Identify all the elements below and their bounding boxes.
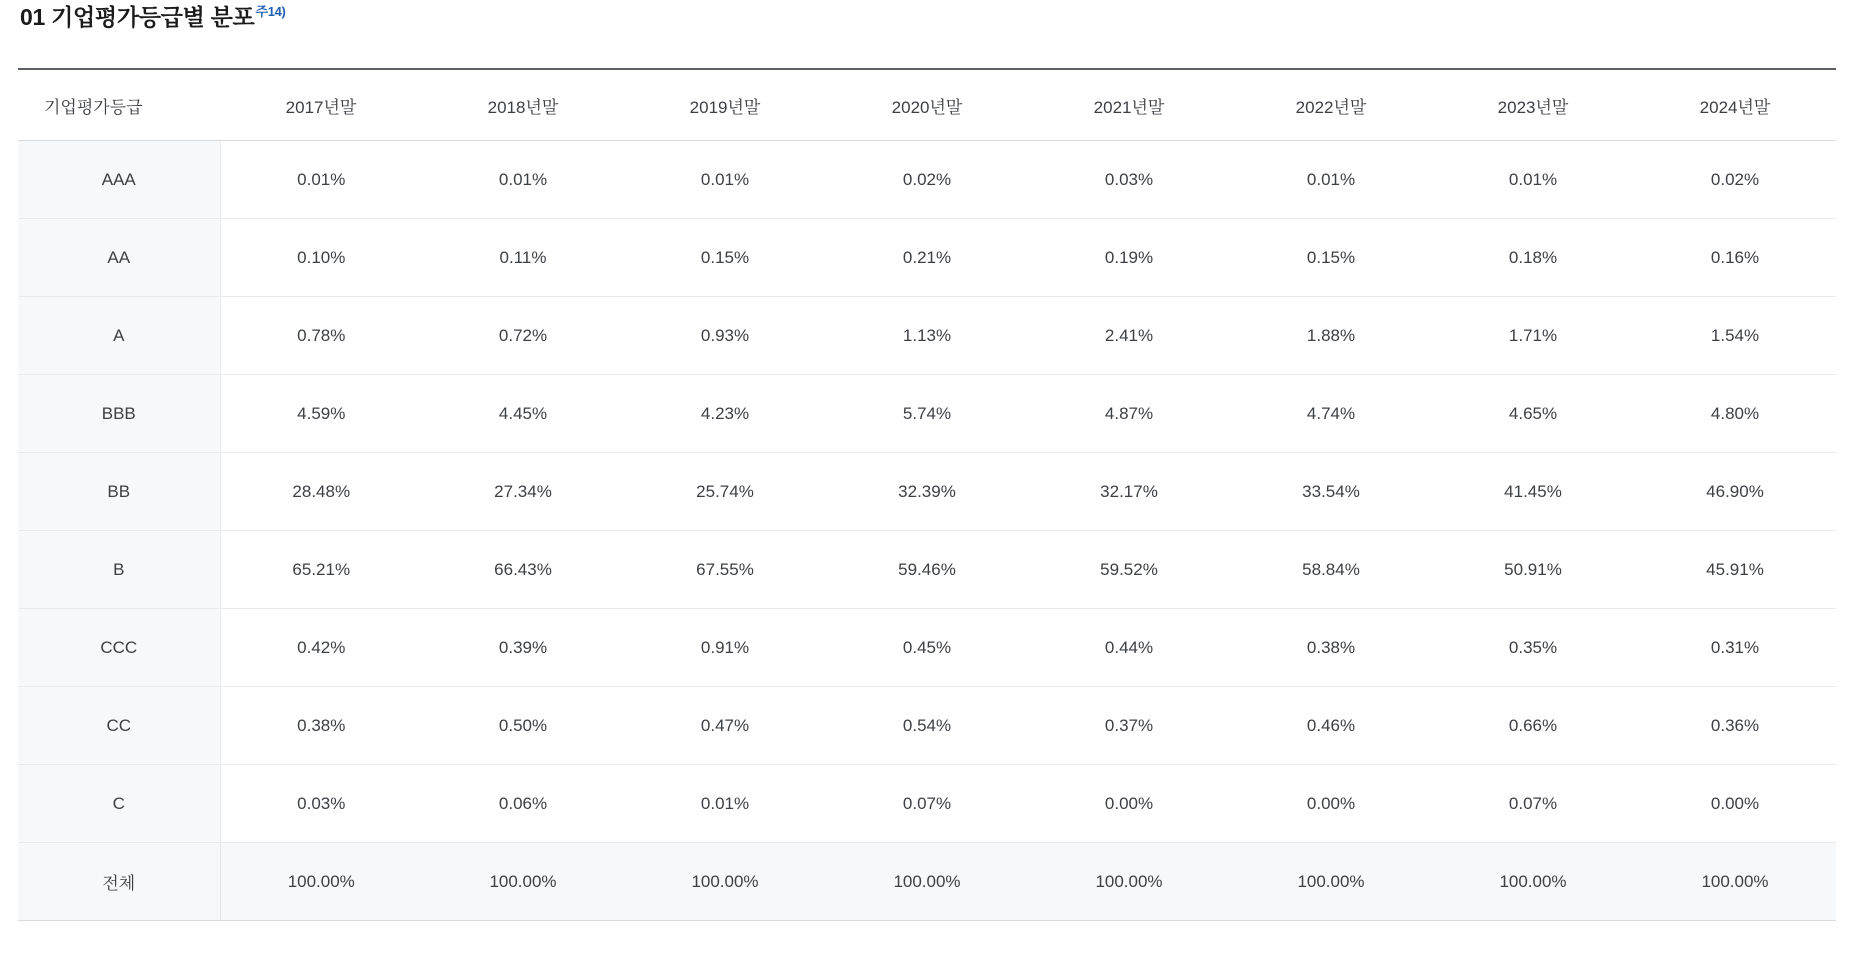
row-label: AA — [18, 219, 220, 297]
cell: 0.54% — [826, 687, 1028, 765]
row-label: A — [18, 297, 220, 375]
footnote-marker: 주14) — [255, 4, 286, 20]
cell: 4.74% — [1230, 375, 1432, 453]
cell: 28.48% — [220, 453, 422, 531]
cell: 1.13% — [826, 297, 1028, 375]
cell: 0.16% — [1634, 219, 1836, 297]
cell: 0.35% — [1432, 609, 1634, 687]
cell: 0.18% — [1432, 219, 1634, 297]
cell: 0.31% — [1634, 609, 1836, 687]
column-header-2022: 2022년말 — [1230, 69, 1432, 141]
cell: 0.45% — [826, 609, 1028, 687]
cell: 67.55% — [624, 531, 826, 609]
table-bottom-rule — [18, 920, 1836, 921]
cell: 0.03% — [220, 765, 422, 843]
cell: 4.45% — [422, 375, 624, 453]
cell: 0.42% — [220, 609, 422, 687]
cell: 0.93% — [624, 297, 826, 375]
cell: 33.54% — [1230, 453, 1432, 531]
table-row — [18, 531, 1836, 609]
cell-total: 100.00% — [826, 843, 1028, 921]
cell: 32.39% — [826, 453, 1028, 531]
cell: 0.78% — [220, 297, 422, 375]
cell: 0.03% — [1028, 141, 1230, 219]
cell: 0.47% — [624, 687, 826, 765]
cell: 59.52% — [1028, 531, 1230, 609]
cell: 0.36% — [1634, 687, 1836, 765]
cell: 4.80% — [1634, 375, 1836, 453]
cell: 0.01% — [624, 141, 826, 219]
cell: 0.91% — [624, 609, 826, 687]
cell: 25.74% — [624, 453, 826, 531]
cell: 5.74% — [826, 375, 1028, 453]
cell: 0.38% — [1230, 609, 1432, 687]
cell-total: 100.00% — [1028, 843, 1230, 921]
grade-distribution-table — [18, 68, 1836, 920]
cell: 66.43% — [422, 531, 624, 609]
cell: 65.21% — [220, 531, 422, 609]
cell: 0.07% — [1432, 765, 1634, 843]
cell: 0.66% — [1432, 687, 1634, 765]
cell: 46.90% — [1634, 453, 1836, 531]
page-title: 기업평가등급별 분포 — [51, 4, 255, 30]
cell: 41.45% — [1432, 453, 1634, 531]
column-header-2023: 2023년말 — [1432, 69, 1634, 141]
column-header-grade: 기업평가등급 — [18, 69, 220, 141]
cell: 0.10% — [220, 219, 422, 297]
cell: 45.91% — [1634, 531, 1836, 609]
cell: 4.59% — [220, 375, 422, 453]
table-row — [18, 141, 1836, 219]
cell: 0.44% — [1028, 609, 1230, 687]
grade-distribution-table-wrap — [18, 68, 1846, 921]
section-heading — [18, 0, 1846, 56]
cell: 0.02% — [1634, 141, 1836, 219]
row-label: CC — [18, 687, 220, 765]
cell: 0.01% — [1230, 141, 1432, 219]
row-label-total: 전체 — [18, 843, 220, 921]
row-label: CCC — [18, 609, 220, 687]
cell: 50.91% — [1432, 531, 1634, 609]
cell: 0.06% — [422, 765, 624, 843]
cell-total: 100.00% — [1634, 843, 1836, 921]
table-row — [18, 609, 1836, 687]
table-total-row — [18, 843, 1836, 921]
table-row — [18, 687, 1836, 765]
cell: 2.41% — [1028, 297, 1230, 375]
column-header-2019: 2019년말 — [624, 69, 826, 141]
cell: 0.38% — [220, 687, 422, 765]
cell: 4.87% — [1028, 375, 1230, 453]
cell: 0.01% — [1432, 141, 1634, 219]
section-index: 01 — [20, 4, 45, 30]
cell-total: 100.00% — [1230, 843, 1432, 921]
cell: 0.01% — [220, 141, 422, 219]
cell: 0.07% — [826, 765, 1028, 843]
cell: 0.01% — [422, 141, 624, 219]
column-header-2021: 2021년말 — [1028, 69, 1230, 141]
cell-total: 100.00% — [624, 843, 826, 921]
table-body — [18, 141, 1836, 921]
cell: 1.88% — [1230, 297, 1432, 375]
column-header-2017: 2017년말 — [220, 69, 422, 141]
cell: 0.00% — [1230, 765, 1432, 843]
table-header — [18, 69, 1836, 141]
cell: 0.11% — [422, 219, 624, 297]
column-header-2024: 2024년말 — [1634, 69, 1836, 141]
row-label: AAA — [18, 141, 220, 219]
row-label: BBB — [18, 375, 220, 453]
table-row — [18, 219, 1836, 297]
cell: 4.65% — [1432, 375, 1634, 453]
cell: 0.21% — [826, 219, 1028, 297]
cell: 0.00% — [1634, 765, 1836, 843]
section-heading-text — [20, 2, 286, 32]
cell: 0.50% — [422, 687, 624, 765]
cell: 0.39% — [422, 609, 624, 687]
table-row — [18, 453, 1836, 531]
cell: 0.15% — [1230, 219, 1432, 297]
cell: 0.37% — [1028, 687, 1230, 765]
cell: 59.46% — [826, 531, 1028, 609]
cell: 0.15% — [624, 219, 826, 297]
column-header-2020: 2020년말 — [826, 69, 1028, 141]
cell: 58.84% — [1230, 531, 1432, 609]
cell: 0.00% — [1028, 765, 1230, 843]
table-row — [18, 375, 1836, 453]
cell: 32.17% — [1028, 453, 1230, 531]
cell: 0.72% — [422, 297, 624, 375]
row-label: B — [18, 531, 220, 609]
cell-total: 100.00% — [1432, 843, 1634, 921]
cell: 0.19% — [1028, 219, 1230, 297]
cell: 1.54% — [1634, 297, 1836, 375]
row-label: BB — [18, 453, 220, 531]
table-row — [18, 297, 1836, 375]
cell: 27.34% — [422, 453, 624, 531]
column-header-2018: 2018년말 — [422, 69, 624, 141]
cell: 1.71% — [1432, 297, 1634, 375]
cell-total: 100.00% — [422, 843, 624, 921]
cell: 0.01% — [624, 765, 826, 843]
table-row — [18, 765, 1836, 843]
table-header-row — [18, 69, 1836, 141]
row-label: C — [18, 765, 220, 843]
cell: 4.23% — [624, 375, 826, 453]
cell: 0.46% — [1230, 687, 1432, 765]
cell: 0.02% — [826, 141, 1028, 219]
cell-total: 100.00% — [220, 843, 422, 921]
